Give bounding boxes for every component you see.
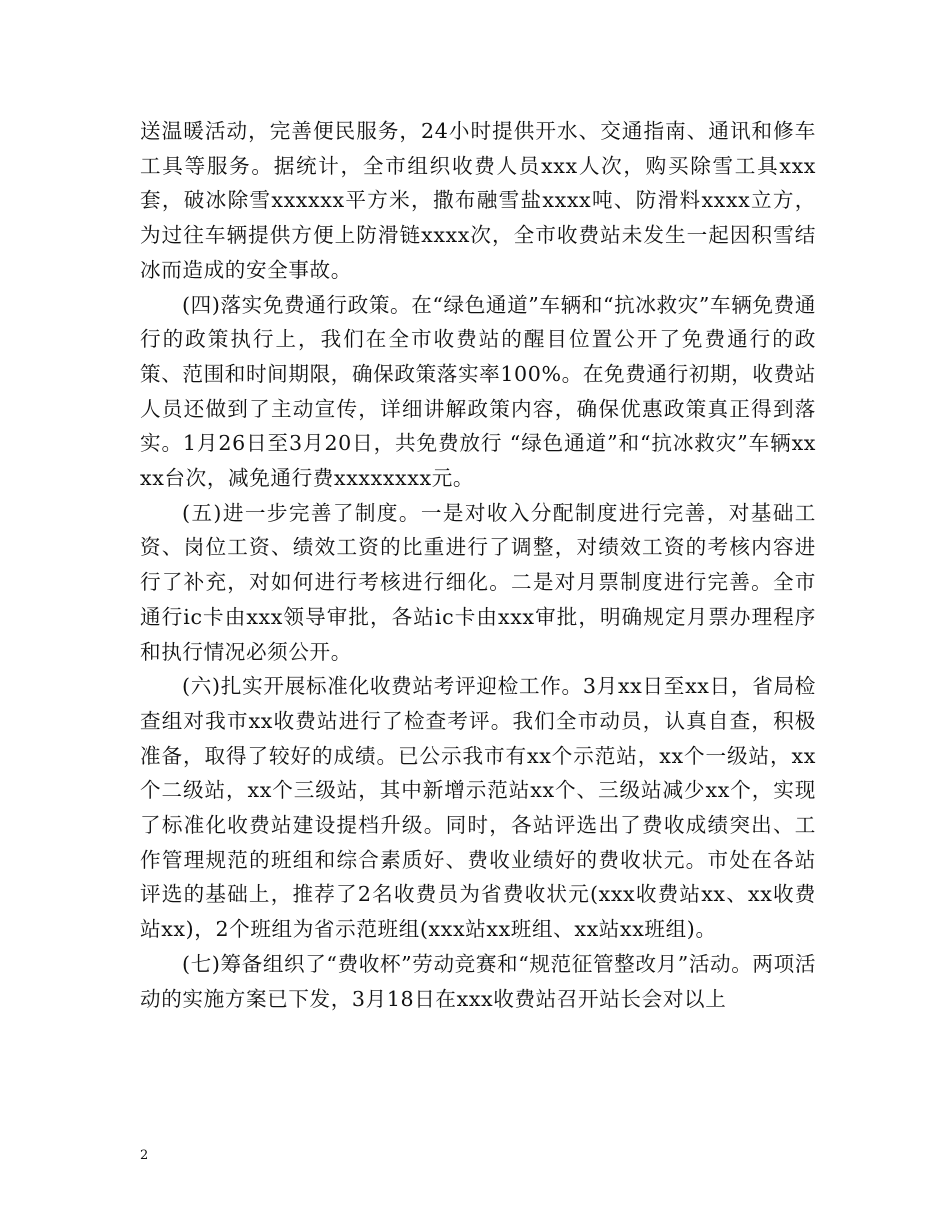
page-number: 2 xyxy=(140,1148,149,1163)
body-text xyxy=(140,114,816,1016)
paragraph-section-7: (七)筹备组织了“费收杯”劳动竞赛和“规范征管整改月”活动。两项活动的实施方案已下发，3月18日在xxx收费站召开站长会对以上 xyxy=(140,951,817,1011)
paragraph-section-5: (五)进一步完善了制度。一是对收入分配制度进行完善，对基础工资、岗位工资、绩效工资的比重进行了调整，对绩效工资的考核内容进行了补充，对如何进行考核进行细化。二是对月票制度进行完善。全市通行ic卡由xxx领导审批，各站ic卡由xxx审批，明确规定月票办理程序和执行情况必须公开。 xyxy=(140,500,816,664)
paragraph-continuation: 送温暖活动，完善便民服务，24小时提供开水、交通指南、通讯和修车工具等服务。据统计，全市组织收费人员xxx人次，购买除雪工具xxx套，破冰除雪xxxxxx平方米，撒布融雪盐xxxx吨、防滑料xxxx立方，为过往车辆提供方便上防滑链xxxx次，全市收费站未发生一起因积雪结冰而造成的安全事故。 xyxy=(140,119,816,282)
paragraph-section-4: (四)落实免费通行政策。在“绿色通道”车辆和“抗冰救灾”车辆免费通行的政策执行上，我们在全市收费站的醒目位置公开了免费通行的政策、范围和时间期限，确保政策落实率100%。在免费通行初期，收费站人员还做到了主动宣传，详细讲解政策内容，确保优惠政策真正得到落实。1月26日至3月20日，共免费放行 “绿色通道”和“抗冰救灾”车辆xxxx台次，减免通行费xxxxxxxx元。 xyxy=(140,292,817,491)
paragraph-section-6: (六)扎实开展标准化收费站考评迎检工作。3月xx日至xx日，省局检查组对我市xx收费站进行了检查考评。我们全市动员，认真自查，积极准备，取得了较好的成绩。已公示我市有xx个示范站，xx个一级站，xx个二级站，xx个三级站，其中新增示范站xx个、三级站减少xx个，实现了标准化收费站建设提档升级。同时，各站评选出了费收成绩突出、工作管理规范的班组和综合素质好、费收业绩好的费收状元。市处在各站评选的基础上，推荐了2名收费员为省费收状元(xxx收费站xx、xx收费站xx)，2个班组为省示范班组(xxx站xx班组、xx站xx班组)。 xyxy=(140,674,816,942)
